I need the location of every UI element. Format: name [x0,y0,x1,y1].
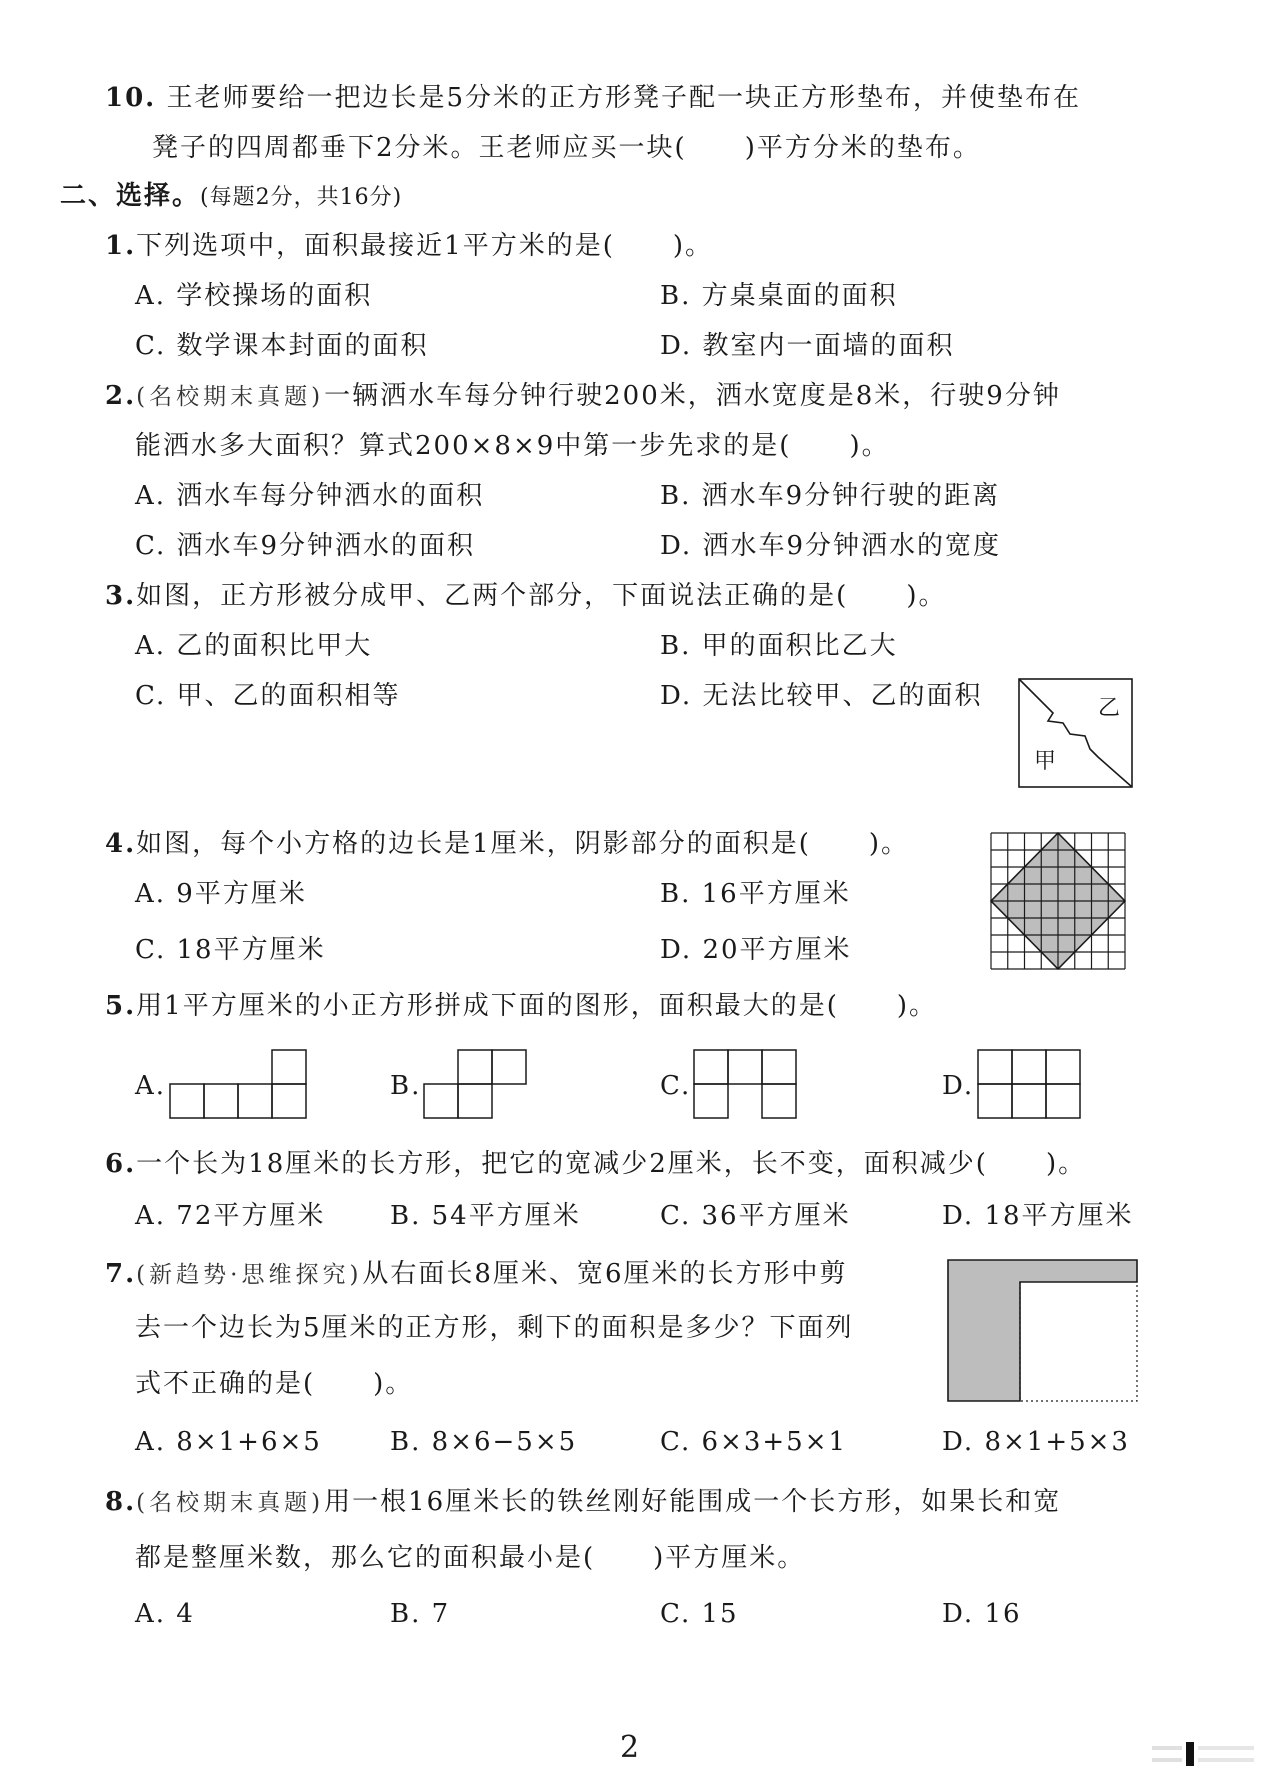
q10-number: 10. [105,83,157,113]
q6-stem [105,1146,1086,1182]
q7-option-d[interactable]: D. 8×1+5×3 [942,1427,1130,1457]
q2-text-1: 一辆洒水车每分钟行驶200米，洒水宽度是8米，行驶9分钟 [324,381,1061,411]
q7-stem-1 [105,1256,848,1293]
q7-text-2: 去一个边长为5厘米的正方形，剩下的面积是多少？下面列 [135,1313,854,1343]
q7-figure [946,1258,1140,1404]
q8-stem-1 [105,1484,1061,1521]
q4-option-a[interactable]: A. 9平方厘米 [135,879,307,909]
q3-label-yi: 乙 [1098,696,1121,721]
q7-cut-square [1020,1282,1137,1401]
q2-tail: )。 [849,431,890,461]
q7-option-a[interactable]: A. 8×1+6×5 [135,1427,322,1457]
q2-option-a[interactable]: A. 洒水车每分钟洒水的面积 [135,481,485,511]
q4-tail: )。 [868,829,909,859]
q8-option-a[interactable]: A. 4 [135,1599,195,1629]
q1-stem [105,228,713,264]
q7-remaining-area [948,1260,1137,1401]
q7-stem-2 [135,1310,854,1346]
q10-text-2b: )平方分米的垫布。 [744,133,981,163]
q7-option-b[interactable]: B. 8×6−5×5 [390,1427,578,1457]
q5-text: 用1平方厘米的小正方形拼成下面的图形，面积最大的是( [136,991,839,1021]
q3-number: 3. [105,581,137,611]
q1-text: 下列选项中，面积最接近1平方米的是( [136,231,615,261]
q7-text-3: 式不正确的是( [135,1369,316,1399]
q10-line1 [105,80,1081,116]
q4-grid-lines [991,833,1125,969]
q2-option-c[interactable]: C. 洒水车9分钟洒水的面积 [135,531,476,561]
q8-tag: (名校期末真题) [136,1490,325,1516]
q5-shape-b [422,1048,530,1120]
q3-stem [105,578,946,614]
q5-option-a[interactable]: A. [135,1071,167,1101]
q6-tail: )。 [1045,1149,1087,1179]
q8-option-b[interactable]: B. 7 [390,1599,451,1629]
q2-tag: (名校期末真题) [136,384,325,410]
q2-number: 2. [105,381,137,411]
q8-option-d[interactable]: D. 16 [942,1599,1022,1629]
q7-number: 7. [105,1259,137,1289]
q4-option-b[interactable]: B. 16平方厘米 [660,879,851,909]
q6-text: 一个长为18厘米的长方形，把它的宽减少2厘米，长不变，面积减少( [136,1149,988,1179]
q3-option-a[interactable]: A. 乙的面积比甲大 [135,631,373,661]
q5-option-c[interactable]: C. [660,1071,692,1101]
q8-stem-2 [135,1540,805,1576]
q8-tail: )平方厘米。 [653,1543,806,1573]
q4-stem [105,826,909,862]
q1-number: 1. [105,231,137,261]
q1-option-a[interactable]: A. 学校操场的面积 [135,281,373,311]
q2-stem-1 [105,378,1061,415]
q4-option-c[interactable]: C. 18平方厘米 [135,935,326,965]
q5-number: 5. [105,991,137,1021]
q4-number: 4. [105,829,137,859]
q6-option-c[interactable]: C. 36平方厘米 [660,1201,851,1231]
q5-shape-a [168,1048,310,1120]
q8-number: 8. [105,1487,137,1517]
q3-tail: )。 [906,581,947,611]
q2-option-b[interactable]: B. 洒水车9分钟行驶的距离 [660,481,1001,511]
q5-option-d[interactable]: D. [942,1071,975,1101]
q5-shape-c [692,1048,800,1120]
q2-text-2: 能洒水多大面积？算式200×8×9中第一步先求的是( [135,431,792,461]
q10-text-2a: 凳子的四周都垂下2分米。王老师应买一块( [152,133,687,163]
q6-option-a[interactable]: A. 72平方厘米 [135,1201,326,1231]
q2-option-d[interactable]: D. 洒水车9分钟洒水的宽度 [660,531,1001,561]
q7-option-c[interactable]: C. 6×3+5×1 [660,1427,848,1457]
q3-figure [1018,678,1134,790]
q7-text-1: 从右面长8厘米、宽6厘米的长方形中剪 [362,1259,848,1289]
q8-option-c[interactable]: C. 15 [660,1599,739,1629]
q3-option-c[interactable]: C. 甲、乙的面积相等 [135,681,401,711]
q5-option-b[interactable]: B. [390,1071,422,1101]
q7-stem-3 [135,1366,413,1402]
q4-grid-figure [988,830,1128,972]
q4-text: 如图，每个小方格的边长是1厘米，阴影部分的面积是( [136,829,811,859]
section-note: (每题2分，共16分) [200,185,403,210]
q6-option-d[interactable]: D. 18平方厘米 [942,1201,1134,1231]
viewer-toolbar-icon[interactable] [1150,1740,1260,1770]
q1-tail: )。 [672,231,713,261]
q4-option-d[interactable]: D. 20平方厘米 [660,935,852,965]
q5-shape-d [976,1048,1084,1120]
q6-number: 6. [105,1149,137,1179]
q5-tail: )。 [896,991,937,1021]
page-number: 2 [620,1730,640,1765]
q1-option-b[interactable]: B. 方桌桌面的面积 [660,281,898,311]
q3-option-d[interactable]: D. 无法比较甲、乙的面积 [660,681,983,711]
q3-label-jia: 甲 [1034,749,1057,774]
q8-text-2: 都是整厘米数，那么它的面积最小是( [135,1543,596,1573]
q8-text-1: 用一根16厘米长的铁丝刚好能围成一个长方形，如果长和宽 [324,1487,1062,1517]
q1-option-c[interactable]: C. 数学课本封面的面积 [135,331,429,361]
q5-stem [105,988,937,1024]
q6-option-b[interactable]: B. 54平方厘米 [390,1201,581,1231]
section-heading [60,178,402,216]
q7-tail: )。 [373,1369,414,1399]
q10-line2 [152,130,981,166]
q10-text-1: 王老师要给一把边长是5分米的正方形凳子配一块正方形垫布，并使垫布在 [166,83,1082,113]
section-title: 二、选择。 [60,181,201,211]
q3-option-b[interactable]: B. 甲的面积比乙大 [660,631,898,661]
q1-option-d[interactable]: D. 教室内一面墙的面积 [660,331,955,361]
q3-text: 如图，正方形被分成甲、乙两个部分，下面说法正确的是( [136,581,849,611]
q7-tag: (新趋势·思维探究) [136,1262,363,1288]
q2-stem-2 [135,428,890,464]
